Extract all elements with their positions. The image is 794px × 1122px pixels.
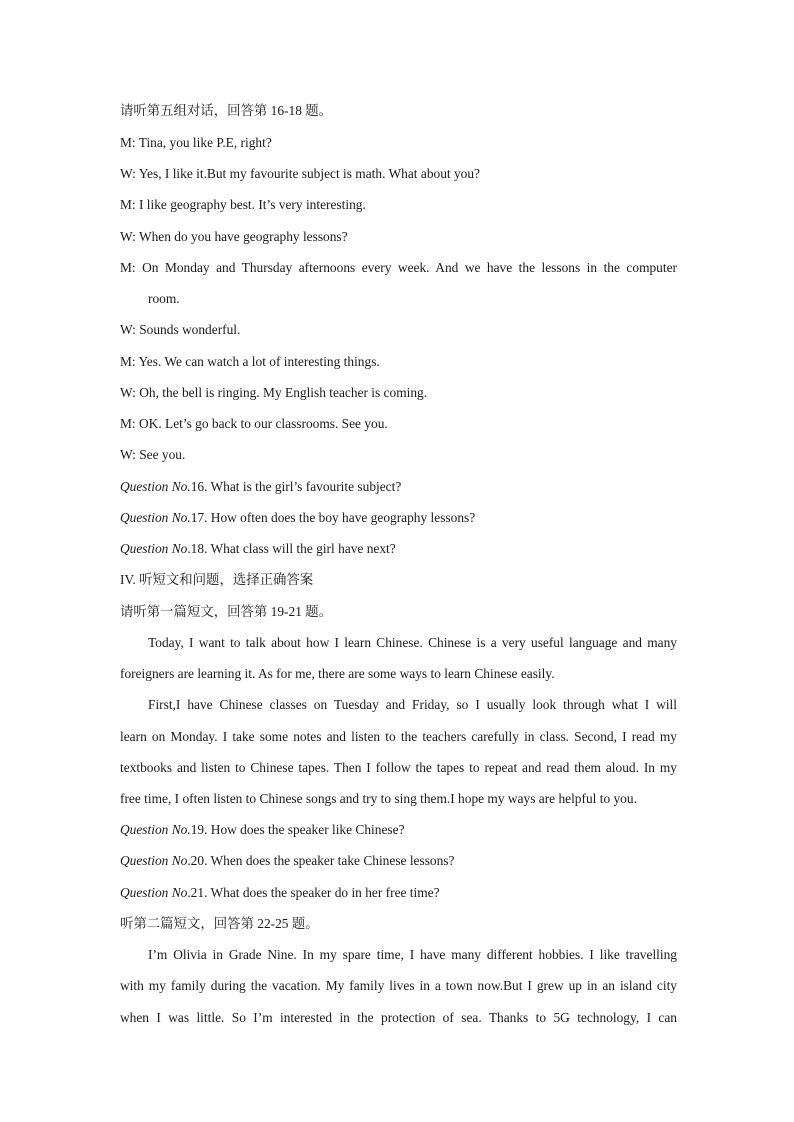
question-text: 17. How often does the boy have geography lessons? — [190, 510, 476, 525]
dialogue-line: M: OK. Let’s go back to our classrooms. See you. — [120, 416, 388, 431]
question-text: .21. What does the speaker do in her free time? — [187, 885, 440, 900]
question-label: Question No — [120, 853, 188, 868]
question-label: Question No — [120, 885, 188, 900]
passage-1-line: textbooks and listen to Chinese tapes. Then I follow the tapes to repeat and read them aloud. In my — [120, 760, 677, 775]
dialogue-line-continued: room. — [148, 291, 180, 306]
passage-1-line: foreigners are learning it. As for me, there are some ways to learn Chinese easily. — [120, 666, 555, 681]
dialogue-line: W: Oh, the bell is ringing. My English teacher is coming. — [120, 385, 428, 400]
question-text: .18. What class will the girl have next? — [187, 541, 396, 556]
part-iv-heading: IV. 听短文和问题，选择正确答案 — [120, 572, 314, 587]
question-19 — [120, 821, 677, 839]
dialogue-line: W: Yes, I like it.But my favourite subject is math. What about you? — [120, 166, 481, 181]
passage-2-line: with my family during the vacation. My family lives in a town now.But I grew up in an island city — [120, 978, 677, 993]
dialogue-line: W: See you. — [120, 447, 186, 462]
dialogue-line: M: I like geography best. It’s very interesting. — [120, 197, 366, 212]
passage-1-line: learn on Monday. I take some notes and listen to the teachers carefully in class. Second, I read my — [120, 729, 677, 744]
question-16 — [120, 478, 677, 496]
question-20 — [120, 852, 677, 870]
question-label: Question No. — [120, 510, 191, 525]
passage-2-line: I’m Olivia in Grade Nine. In my spare time, I have many different hobbies. I like travelling — [148, 947, 677, 962]
question-label: Question No. — [120, 479, 191, 494]
dialogue-line: W: When do you have geography lessons? — [120, 229, 348, 244]
passage-1-line: Today, I want to talk about how I learn Chinese. Chinese is a very useful language and many — [148, 635, 677, 650]
passage-1-line: First,I have Chinese classes on Tuesday and Friday, so I usually look through what I will — [148, 697, 677, 712]
question-label: Question No — [120, 541, 188, 556]
dialogue-line: M: On Monday and Thursday afternoons every week. And we have the lessons in the computer — [120, 260, 677, 275]
passage-2-heading: 听第二篇短文，回答第 22-25 题。 — [120, 916, 319, 931]
passage-1-heading: 请听第一篇短文，回答第 19-21 题。 — [120, 604, 333, 619]
question-17 — [120, 509, 677, 527]
dialogue-line: M: Tina, you like P.E, right? — [120, 135, 272, 150]
passage-1-line: free time, I often listen to Chinese songs and try to sing them.I hope my ways are helpful to you. — [120, 791, 637, 806]
question-21 — [120, 884, 677, 902]
question-text: 16. What is the girl’s favourite subject? — [190, 479, 402, 494]
question-18 — [120, 540, 677, 558]
section-heading-16-18: 请听第五组对话，回答第 16-18 题。 — [120, 103, 333, 118]
dialogue-line: W: Sounds wonderful. — [120, 322, 241, 337]
question-text: .20. When does the speaker take Chinese lessons? — [187, 853, 455, 868]
dialogue-line: M: Yes. We can watch a lot of interesting things. — [120, 354, 380, 369]
question-text: 19. How does the speaker like Chinese? — [190, 822, 405, 837]
passage-2-line: when I was little. So I’m interested in the protection of sea. Thanks to 5G technology, I can — [120, 1010, 677, 1025]
question-label: Question No. — [120, 822, 191, 837]
